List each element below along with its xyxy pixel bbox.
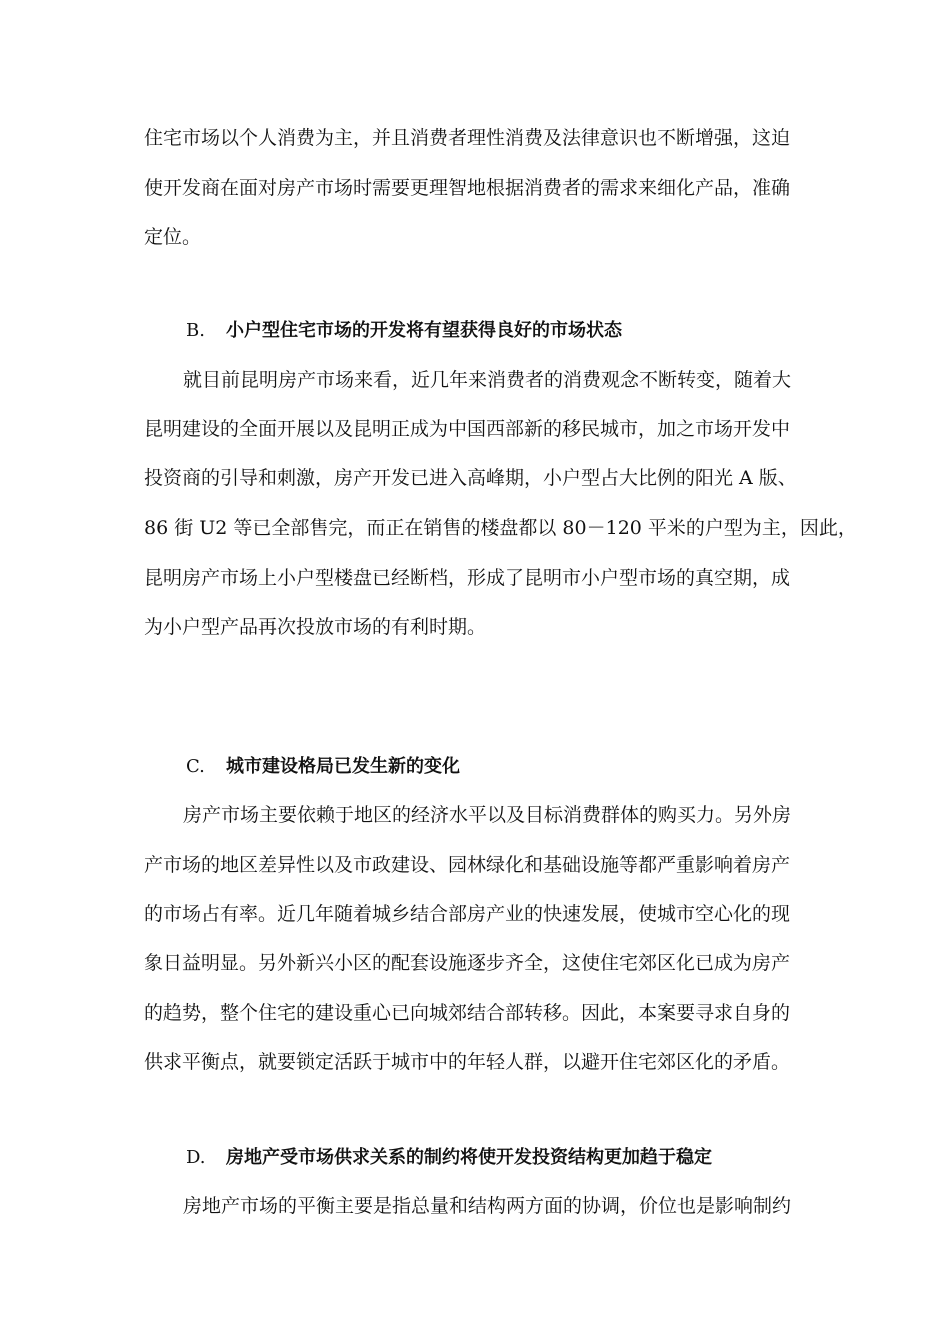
paragraph-line: 产市场的地区差异性以及市政建设、园林绿化和基础设施等都严重影响着房产 xyxy=(144,854,791,876)
section-marker: D. xyxy=(186,1147,206,1168)
paragraph-line: 昆明建设的全面开展以及昆明正成为中国西部新的移民城市，加之市场开发中 xyxy=(144,418,791,440)
section-title: 城市建设格局已发生新的变化 xyxy=(226,756,460,777)
paragraph-line: 为小户型产品再次投放市场的有利时期。 xyxy=(144,616,487,638)
section-marker: B. xyxy=(186,320,205,341)
section-heading-b xyxy=(186,319,622,343)
paragraph-line: 房产市场主要依赖于地区的经济水平以及目标消费群体的购买力。另外房 xyxy=(183,804,792,826)
paragraph-line: 86 街 U2 等已全部售完，而正在销售的楼盘都以 80－120 平米的户型为主，因此， xyxy=(144,517,857,539)
paragraph-line: 定位。 xyxy=(144,226,202,248)
paragraph-line: 的趋势，整个住宅的建设重心已向城郊结合部转移。因此，本案要寻求自身的 xyxy=(144,1002,791,1024)
paragraph-line: 住宅市场以个人消费为主，并且消费者理性消费及法律意识也不断增强，这迫 xyxy=(144,127,791,149)
paragraph-line: 的市场占有率。近几年随着城乡结合部房产业的快速发展，使城市空心化的现 xyxy=(144,903,791,925)
section-heading-d xyxy=(186,1146,712,1170)
paragraph-line: 供求平衡点，就要锁定活跃于城市中的年轻人群，以避开住宅郊区化的矛盾。 xyxy=(144,1051,791,1073)
paragraph-line: 象日益明显。另外新兴小区的配套设施逐步齐全，这使住宅郊区化已成为房产 xyxy=(144,952,791,974)
section-heading-c xyxy=(186,755,460,779)
paragraph-line: 房地产市场的平衡主要是指总量和结构两方面的协调，价位也是影响制约 xyxy=(183,1195,792,1217)
section-marker: C. xyxy=(186,756,205,777)
section-title: 房地产受市场供求关系的制约将使开发投资结构更加趋于稳定 xyxy=(226,1147,712,1168)
paragraph-line: 昆明房产市场上小户型楼盘已经断档，形成了昆明市小户型市场的真空期，成 xyxy=(144,567,791,589)
paragraph-line: 投资商的引导和刺激，房产开发已进入高峰期，小户型占大比例的阳光 A 版、 xyxy=(144,467,797,489)
paragraph-line: 使开发商在面对房产市场时需要更理智地根据消费者的需求来细化产品，准确 xyxy=(144,177,791,199)
paragraph-line: 就目前昆明房产市场来看，近几年来消费者的消费观念不断转变，随着大 xyxy=(183,369,792,391)
section-title: 小户型住宅市场的开发将有望获得良好的市场状态 xyxy=(226,320,622,341)
